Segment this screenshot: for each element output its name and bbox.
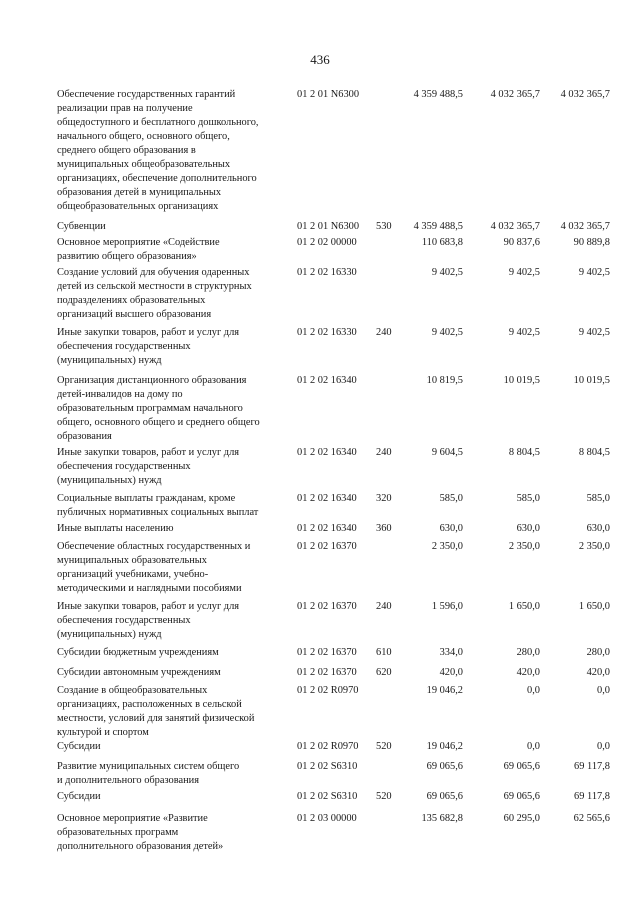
row-amount-1: 9 402,5 — [431, 327, 463, 338]
row-amount-3: 62 565,6 — [573, 813, 610, 824]
table-row — [0, 522, 640, 538]
row-name: Социальные выплаты гражданам, кроме публичных нормативных социальных выплат — [57, 493, 259, 518]
row-name: Основное мероприятие «Содействие развитию общего образования» — [57, 237, 220, 262]
table-row — [0, 374, 640, 444]
row-code: 01 2 02 16370 — [297, 647, 357, 658]
row-amount-3: 9 402,5 — [578, 327, 610, 338]
row-name: Обеспечение государственных гарантий реализации прав на получение общедоступного и бесплатного дошкольного, начального общего, основного общего, среднего общего образования в муниципальных общеобразовательных организациях, обеспечение дополнительного образования детей в муниципальных общеобразовательных организациях — [57, 89, 259, 212]
row-amount-2: 4 032 365,7 — [490, 89, 540, 100]
table-row — [0, 326, 640, 368]
row-amount-1: 2 350,0 — [431, 541, 463, 552]
row-amount-1: 69 065,6 — [426, 761, 463, 772]
row-amount-1: 420,0 — [439, 667, 463, 678]
row-name: Обеспечение областных государственных и муниципальных образовательных организаций учебниками, учебно- методическими и наглядными пособиями — [57, 541, 251, 594]
row-name: Иные выплаты населению — [57, 523, 174, 534]
table-row — [0, 600, 640, 642]
table-row — [0, 812, 640, 854]
row-amount-1: 19 046,2 — [426, 741, 463, 752]
table-row — [0, 740, 640, 756]
row-expense-type: 520 — [376, 741, 392, 752]
row-code: 01 2 02 16340 — [297, 493, 357, 504]
row-amount-1: 334,0 — [439, 647, 463, 658]
row-amount-2: 420,0 — [516, 667, 540, 678]
row-amount-2: 1 650,0 — [508, 601, 540, 612]
page-number: 436 — [310, 52, 330, 67]
row-name: Создание в общеобразовательных организациях, расположенных в сельской местности, условий для занятий физической культурой и спортом — [57, 685, 255, 738]
row-amount-2: 2 350,0 — [508, 541, 540, 552]
row-amount-2: 630,0 — [516, 523, 540, 534]
row-name: Создание условий для обучения одаренных детей из сельской местности в структурных подразделениях образовательных организаций высшего образования — [57, 267, 252, 320]
row-code: 01 2 01 N6300 — [297, 221, 360, 232]
row-code: 01 2 02 16340 — [297, 375, 357, 386]
row-expense-type: 610 — [376, 647, 392, 658]
row-amount-1: 69 065,6 — [426, 791, 463, 802]
row-code: 01 2 02 16340 — [297, 447, 357, 458]
row-expense-type: 240 — [376, 601, 392, 612]
row-code: 01 2 02 16370 — [297, 541, 357, 552]
table-row — [0, 760, 640, 788]
row-name: Развитие муниципальных систем общего и дополнительного образования — [57, 761, 240, 786]
row-amount-2: 9 402,5 — [508, 267, 540, 278]
row-expense-type: 240 — [376, 327, 392, 338]
table-row — [0, 266, 640, 322]
row-name: Организация дистанционного образования детей-инвалидов на дому по образовательным программам начального общего, основного общего и среднего общего образования — [57, 375, 260, 442]
row-amount-2: 0,0 — [527, 741, 540, 752]
row-expense-type: 240 — [376, 447, 392, 458]
row-code: 01 2 02 16330 — [297, 327, 357, 338]
row-amount-3: 4 032 365,7 — [560, 221, 610, 232]
row-amount-3: 8 804,5 — [578, 447, 610, 458]
row-name: Иные закупки товаров, работ и услуг для обеспечения государственных (муниципальных) нужд — [57, 327, 240, 366]
row-code: 01 2 02 16370 — [297, 601, 357, 612]
row-amount-3: 4 032 365,7 — [560, 89, 610, 100]
row-code: 01 2 03 00000 — [297, 813, 357, 824]
row-code: 01 2 02 16330 — [297, 267, 357, 278]
row-expense-type: 530 — [376, 221, 392, 232]
row-expense-type: 620 — [376, 667, 392, 678]
table-row — [0, 790, 640, 806]
row-code: 01 2 02 16340 — [297, 523, 357, 534]
row-name: Иные закупки товаров, работ и услуг для обеспечения государственных (муниципальных) нужд — [57, 601, 240, 640]
row-amount-2: 69 065,6 — [503, 791, 540, 802]
table-row — [0, 88, 640, 214]
row-amount-2: 60 295,0 — [503, 813, 540, 824]
row-amount-3: 630,0 — [586, 523, 610, 534]
row-amount-3: 0,0 — [597, 741, 610, 752]
row-amount-2: 8 804,5 — [508, 447, 540, 458]
table-row — [0, 236, 640, 264]
row-amount-1: 1 596,0 — [431, 601, 463, 612]
row-amount-2: 280,0 — [516, 647, 540, 658]
table-row — [0, 446, 640, 488]
row-amount-1: 4 359 488,5 — [413, 221, 463, 232]
row-amount-1: 630,0 — [439, 523, 463, 534]
row-amount-2: 4 032 365,7 — [490, 221, 540, 232]
row-name: Субсидии — [57, 791, 101, 802]
row-amount-3: 1 650,0 — [578, 601, 610, 612]
row-amount-3: 10 019,5 — [573, 375, 610, 386]
row-name: Субвенции — [57, 221, 106, 232]
row-code: 01 2 02 00000 — [297, 237, 357, 248]
table-row — [0, 646, 640, 662]
table-row — [0, 684, 640, 740]
row-amount-3: 420,0 — [586, 667, 610, 678]
row-expense-type: 360 — [376, 523, 392, 534]
row-name: Субсидии бюджетным учреждениям — [57, 647, 219, 658]
row-amount-2: 0,0 — [527, 685, 540, 696]
row-amount-3: 585,0 — [586, 493, 610, 504]
row-amount-1: 4 359 488,5 — [413, 89, 463, 100]
row-code: 01 2 02 S6310 — [297, 791, 358, 802]
row-amount-1: 10 819,5 — [426, 375, 463, 386]
row-name: Субсидии автономным учреждениям — [57, 667, 221, 678]
row-name: Иные закупки товаров, работ и услуг для обеспечения государственных (муниципальных) нужд — [57, 447, 240, 486]
row-code: 01 2 01 N6300 — [297, 89, 360, 100]
row-name: Субсидии — [57, 741, 101, 752]
row-amount-3: 2 350,0 — [578, 541, 610, 552]
row-amount-2: 10 019,5 — [503, 375, 540, 386]
row-amount-2: 9 402,5 — [508, 327, 540, 338]
row-amount-3: 9 402,5 — [578, 267, 610, 278]
row-code: 01 2 02 S6310 — [297, 761, 358, 772]
row-expense-type: 520 — [376, 791, 392, 802]
table-row — [0, 540, 640, 596]
table-row — [0, 666, 640, 682]
row-amount-3: 90 889,8 — [573, 237, 610, 248]
row-amount-3: 69 117,8 — [574, 791, 610, 802]
row-amount-1: 135 682,8 — [421, 813, 463, 824]
row-name: Основное мероприятие «Развитие образовательных программ дополнительного образования детей» — [57, 813, 224, 852]
row-code: 01 2 02 R0970 — [297, 741, 359, 752]
row-amount-2: 69 065,6 — [503, 761, 540, 772]
row-amount-1: 9 402,5 — [431, 267, 463, 278]
row-code: 01 2 02 R0970 — [297, 685, 359, 696]
row-amount-2: 585,0 — [516, 493, 540, 504]
row-amount-1: 9 604,5 — [431, 447, 463, 458]
row-expense-type: 320 — [376, 493, 392, 504]
table-row — [0, 220, 640, 236]
row-amount-2: 90 837,6 — [503, 237, 540, 248]
row-amount-1: 585,0 — [439, 493, 463, 504]
row-amount-1: 110 683,8 — [421, 237, 463, 248]
row-amount-1: 19 046,2 — [426, 685, 463, 696]
table-row — [0, 492, 640, 520]
row-code: 01 2 02 16370 — [297, 667, 357, 678]
row-amount-3: 0,0 — [597, 685, 610, 696]
row-amount-3: 280,0 — [586, 647, 610, 658]
row-amount-3: 69 117,8 — [574, 761, 610, 772]
